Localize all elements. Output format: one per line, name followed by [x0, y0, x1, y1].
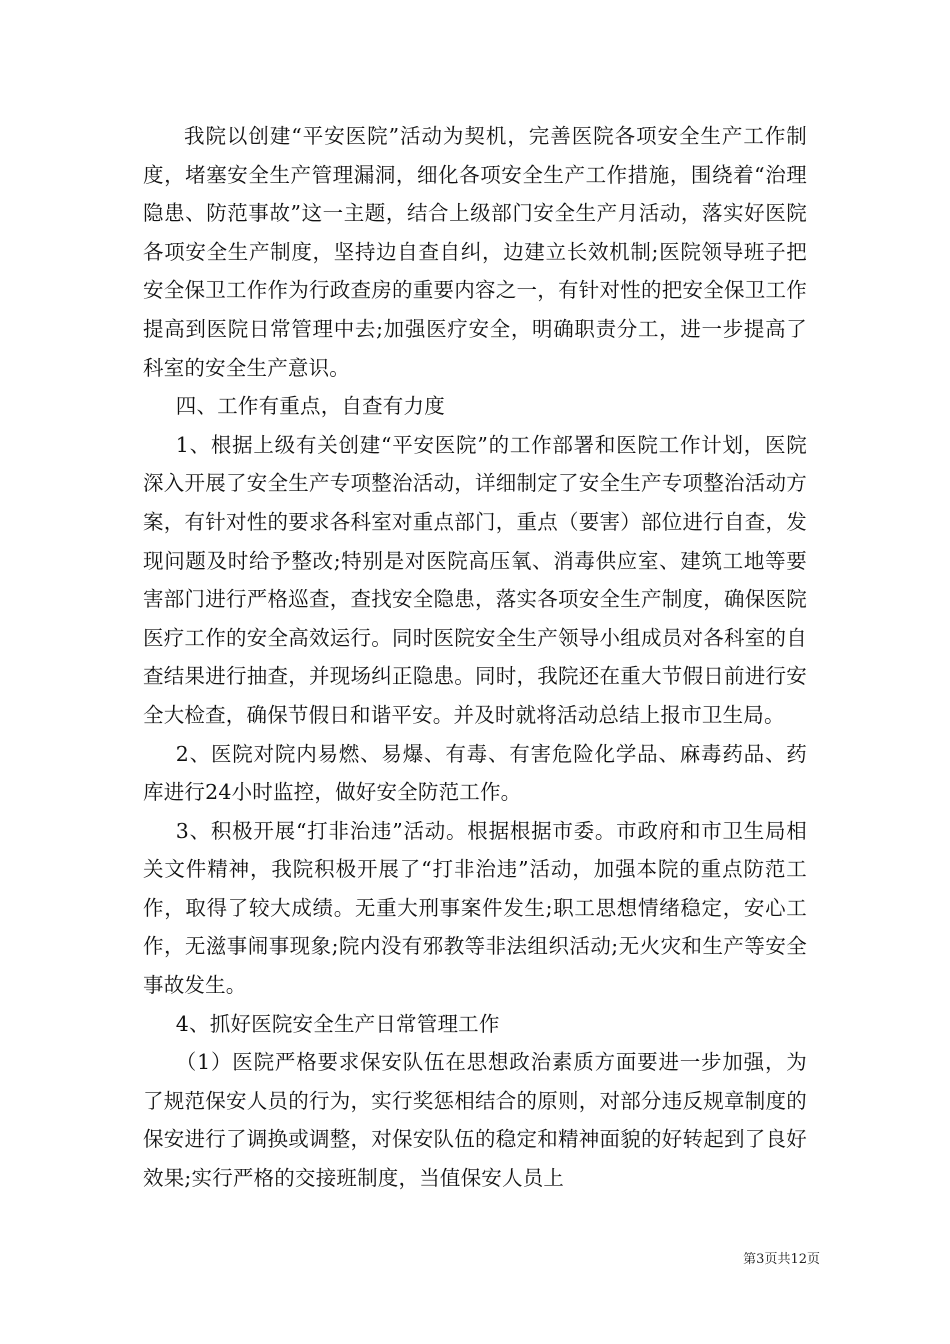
page-number-footer: 第3页共12页 [743, 1252, 820, 1267]
paragraph-item-4-1: （1）医院严格要求保安队伍在思想政治素质方面要进一步加强，为了规范保安人员的行为，实行奖惩相结合的原则，对部分违反规章制度的保安进行了调换或调整，对保安队伍的稳定和精神面貌的好转起到了良好效果;实行严格的交接班制度，当值保安人员上 [143, 1050, 807, 1191]
paragraph-item-1: 1、根据上级有关创建“平安医院”的工作部署和医院工作计划，医院深入开展了安全生产专项整治活动，详细制定了安全生产专项整治活动方案，有针对性的要求各科室对重点部门，重点（要害）部位进行自查，发现问题及时给予整改;特别是对医院高压氧、消毒供应室、建筑工地等要害部门进行严格巡查，查找安全隐患，落实各项安全生产制度，确保医院医疗工作的安全高效运行。同时医院安全生产领导小组成员对各科室的自查结果进行抽查，并现场纠正隐患。同时，我院还在重大节假日前进行安全大检查，确保节假日和谐平安。并及时就将活动总结上报市卫生局。 [143, 432, 807, 727]
paragraph-item-2: 2、医院对院内易燃、易爆、有毒、有害危险化学品、麻毒药品、药库进行24小时监控，做好安全防范工作。 [143, 741, 807, 805]
paragraph-item-4-heading: 4、抓好医院安全生产日常管理工作 [175, 1011, 500, 1036]
paragraph-item-3: 3、积极开展“打非治违”活动。根据根据市委。市政府和市卫生局相关文件精神，我院积极开展了“打非治违”活动，加强本院的重点防范工作，取得了较大成绩。无重大刑事案件发生;职工思想情绪稳定，安心工作，无滋事闹事现象;院内没有邪教等非法组织活动;无火灾和生产等安全事故发生。 [143, 818, 807, 998]
document-body [143, 117, 807, 1198]
paragraph-intro: 我院以创建“平安医院”活动为契机，完善医院各项安全生产工作制度，堵塞安全生产管理漏洞，细化各项安全生产工作措施，围绕着“治理隐患、防范事故”这一主题，结合上级部门安全生产月活动，落实好医院各项安全生产制度，坚持边自查自纠，边建立长效机制;医院领导班子把安全保卫工作作为行政查房的重要内容之一，有针对性的把安全保卫工作提高到医院日常管理中去;加强医疗安全，明确职责分工，进一步提高了科室的安全生产意识。 [143, 124, 807, 380]
section-heading-four: 四、工作有重点，自查有力度 [175, 394, 445, 419]
